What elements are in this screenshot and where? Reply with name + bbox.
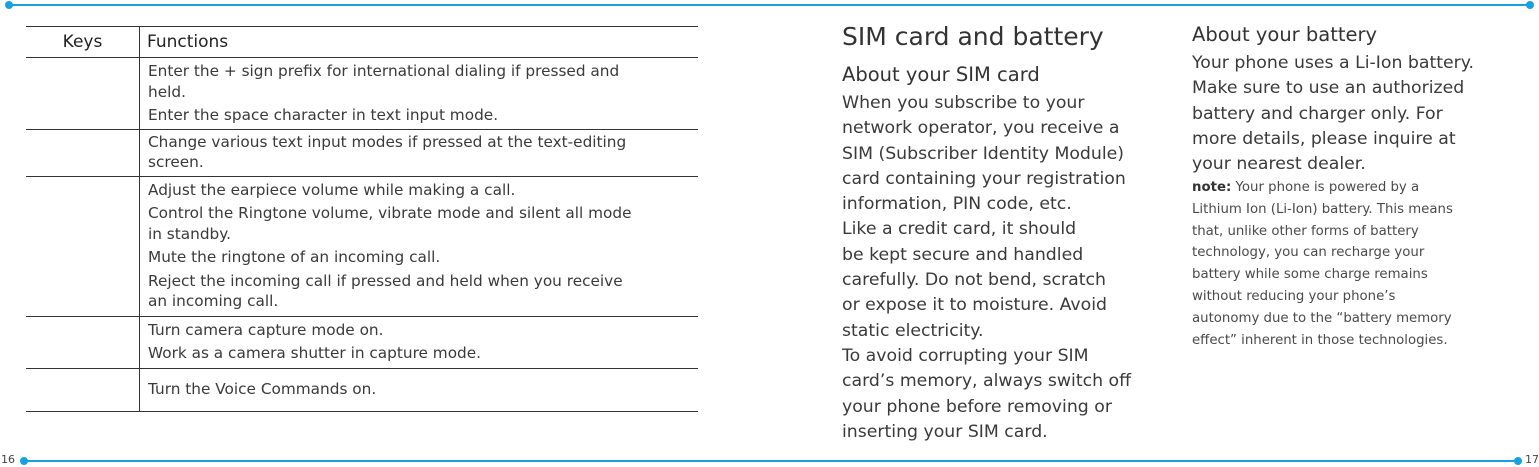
keys-functions-table [26,26,698,412]
sim-text-line: your phone before removing or [842,396,1112,417]
sim-text-line: Like a credit card, it should [842,219,1077,240]
note-line [1192,242,1453,264]
table-row [26,58,698,130]
sim-body [842,91,1131,445]
sim-text-line: information, PIN code, etc. [842,194,1072,215]
function-text: Turn camera capture mode on. [148,320,384,339]
sim-text-line: SIM (Subscriber Identity Module) [842,143,1125,164]
battery-text-line: more details, please inquire at [1192,128,1456,149]
sim-text-line: or expose it to moisture. Avoid [842,295,1107,316]
key-cell [26,130,140,176]
sim-text-line: network operator, you receive a [842,118,1120,139]
sim-text-line: card’s memory, always switch off [842,371,1132,392]
function-paragraph [148,379,694,400]
table-row [26,177,698,317]
function-paragraph [148,61,694,102]
function-cell [148,132,698,173]
battery-text-line: your nearest dealer. [1192,154,1366,175]
function-paragraph [148,271,694,312]
note-line [1192,221,1453,243]
function-cell [148,320,698,364]
function-text: Enter the + sign prefix for international dialing if pressed and [148,62,620,80]
sim-text-line: When you subscribe to your [842,93,1085,113]
note-line [1192,177,1453,199]
page-title: SIM card and battery [842,22,1104,51]
key-cell [26,317,140,368]
sim-text-line: be kept secure and handled [842,244,1084,265]
bottom-left-dot [20,457,28,465]
bottom-rule [24,460,1518,462]
note-text: battery while some charge remains [1192,267,1428,283]
top-left-dot [5,1,13,9]
bottom-right-dot [1514,457,1522,465]
sim-text-line: To avoid corrupting your SIM [842,345,1089,366]
battery-text-line: Your phone uses a Li-Ion battery. [1192,53,1475,73]
table-row [26,130,698,177]
note-text: effect” inherent in those technologies. [1192,332,1448,348]
function-text: Reject the incoming call if pressed and held when you receive [148,271,623,290]
note-line [1192,264,1453,286]
sim-text-line: card containing your registration [842,168,1126,189]
page-number-left: 16 [1,453,15,466]
note-line [1192,330,1453,352]
function-paragraph [148,132,694,173]
function-cell [148,180,698,312]
function-text: Mute the ringtone of an incoming call. [148,248,441,266]
battery-heading: About your battery [1192,23,1378,46]
function-paragraph [148,203,694,244]
battery-text-line: battery and charger only. For [1192,103,1443,124]
function-text: Adjust the earpiece volume while making a call. [148,180,516,199]
battery-note [1192,177,1453,351]
function-paragraph [148,320,694,341]
table-header [26,26,698,58]
functions-header: Functions [147,32,229,52]
key-cell [26,177,140,316]
function-text: Enter the space character in text input mode. [148,106,499,124]
function-cell [148,61,698,126]
function-paragraph [148,180,694,201]
keys-header: Keys [62,32,103,52]
sim-heading: About your SIM card [842,63,1040,86]
note-text: that, unlike other forms of battery [1192,223,1419,239]
top-right-dot [1526,1,1534,9]
note-text: technology, you can recharge your [1192,245,1425,261]
function-text: in standby. [148,224,231,243]
key-cell [26,58,140,129]
page-number-right: 17 [1525,453,1539,466]
note-text: without reducing your phone’s [1192,288,1396,304]
function-cell [148,379,698,400]
function-text: Turn the Voice Commands on. [148,379,377,398]
sim-text-line: static electricity. [842,320,984,341]
battery-text-line: Make sure to use an authorized [1192,78,1465,99]
key-cell [26,369,140,412]
table-row [26,317,698,369]
note-label: note: [1192,180,1232,195]
function-text: held. [148,82,186,101]
top-rule [8,4,1530,6]
table-body [26,58,698,412]
note-text: autonomy due to the “battery memory [1192,310,1452,326]
sim-text-line: carefully. Do not bend, scratch [842,270,1106,291]
battery-body [1192,51,1474,177]
note-line [1192,308,1453,330]
function-text: screen. [148,153,204,171]
function-paragraph [148,247,694,268]
function-paragraph [148,343,694,364]
note-text: Your phone is powered by a [1235,180,1420,195]
note-line [1192,199,1453,221]
note-line [1192,286,1453,308]
function-text: an incoming call. [148,292,279,310]
note-text: Lithium Ion (Li-Ion) battery. This means [1192,201,1453,217]
table-row [26,369,698,413]
function-text: Change various text input modes if pressed at the text-editing [148,132,627,151]
function-paragraph [148,105,694,126]
sim-text-line: inserting your SIM card. [842,421,1048,442]
function-text: Work as a camera shutter in capture mode. [148,344,482,362]
function-text: Control the Ringtone volume, vibrate mode and silent all mode [148,204,632,222]
